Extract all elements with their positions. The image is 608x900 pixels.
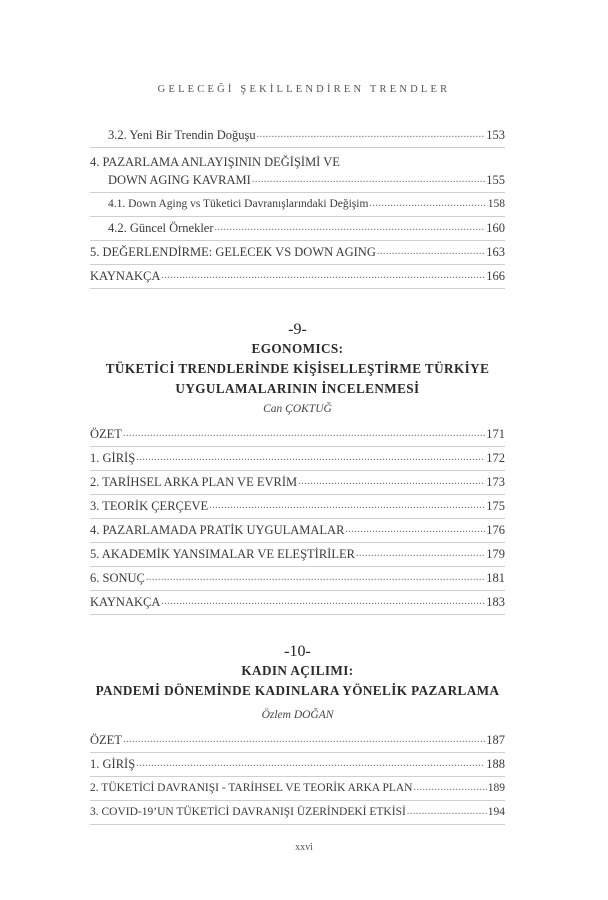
toc-entry-page: 187 [486, 733, 505, 747]
chapter-author: Can ÇOKTUĞ [263, 403, 332, 415]
toc-entry-label: 5. AKADEMİK YANSIMALAR VE ELEŞTİRİLER [90, 547, 355, 561]
toc-entry[interactable] [90, 753, 505, 777]
chapter-heading [90, 321, 505, 415]
toc-entry[interactable] [90, 265, 505, 289]
toc-entry-page: 172 [486, 451, 505, 465]
toc-entry-page: 155 [486, 173, 505, 187]
leader-dots [209, 498, 485, 514]
leader-dots [298, 474, 485, 490]
toc-entry-label: 5. DEĞERLENDİRME: GELECEK VS DOWN AGING [90, 245, 376, 259]
leader-dots [413, 780, 486, 796]
leader-dots [161, 268, 485, 284]
leader-dots [215, 220, 486, 236]
chapter-entries [90, 423, 505, 615]
leader-dots [377, 244, 485, 260]
toc-entry-page: 166 [486, 269, 505, 283]
toc-entry-label: 3.2. Yeni Bir Trendin Doğuşu [108, 128, 256, 142]
leader-dots [136, 450, 485, 466]
toc-entry[interactable] [90, 543, 505, 567]
toc-entry-page: 171 [486, 427, 505, 441]
toc-entry-label: 4. PAZARLAMA ANLAYIŞININ DEĞİŞİMİ VE [90, 155, 340, 169]
leader-dots [252, 172, 485, 188]
toc-entry[interactable] [90, 423, 505, 447]
leader-dots [257, 127, 486, 143]
toc-entry-page: 163 [486, 245, 505, 259]
toc-entry[interactable] [90, 447, 505, 471]
leader-dots [356, 546, 485, 562]
toc-entry-label: 6. SONUÇ [90, 571, 145, 585]
toc-entry[interactable] [90, 170, 505, 193]
toc-entry-label: KAYNAKÇA [90, 595, 161, 609]
toc-entry-page: 189 [487, 782, 505, 794]
toc-entry-page: 181 [486, 571, 505, 585]
page-number: xxvi [295, 842, 313, 853]
toc-entry-page: 179 [486, 547, 505, 561]
chapter-author: Özlem DOĞAN [261, 709, 334, 721]
leader-dots [136, 756, 485, 772]
toc-entry-page: 188 [486, 757, 505, 771]
toc-entry[interactable] [90, 124, 505, 148]
chapter-title: TÜKETİCİ TRENDLERİNDE KİŞİSELLEŞTİRME TÜRKİYE [105, 361, 490, 376]
toc-entry-page: 175 [486, 499, 505, 513]
toc-entry-label: 1. GİRİŞ [90, 451, 136, 465]
toc-entry-label: 3. TEORİK ÇERÇEVE [90, 499, 209, 513]
chapter-title: KADIN AÇILIMI: [241, 663, 354, 678]
toc-entry-label: 2. TÜKETİCİ DAVRANIŞI - TARİHSEL VE TEORİK ARKA PLAN [90, 782, 413, 794]
toc-entry[interactable] [90, 519, 505, 543]
toc-entry[interactable] [90, 777, 505, 801]
toc-entry-page: 194 [487, 806, 505, 818]
toc-entry[interactable] [90, 471, 505, 495]
leader-dots [123, 426, 485, 442]
chapter-number: -10- [284, 643, 311, 660]
toc-entry-label: 4.2. Güncel Örnekler [108, 221, 214, 235]
leader-dots [123, 732, 485, 748]
toc-entry-label: 2. TARİHSEL ARKA PLAN VE EVRİM [90, 475, 298, 489]
toc-entry-label: 4. PAZARLAMADA PRATİK UYGULAMALAR [90, 523, 345, 537]
toc-content [90, 124, 505, 825]
toc-entry-page: 158 [487, 198, 505, 210]
running-header: GELECEĞİ ŞEKİLLENDİREN TRENDLER [157, 84, 451, 95]
toc-entry[interactable] [90, 801, 505, 825]
chapter-title: PANDEMİ DÖNEMİNDE KADINLARA YÖNELİK PAZARLAMA [95, 683, 500, 698]
toc-entry-page: 160 [486, 221, 505, 235]
toc-entry[interactable] [90, 591, 505, 615]
toc-entry-label: DOWN AGING KAVRAMI [108, 173, 251, 187]
toc-entry[interactable] [90, 495, 505, 519]
toc-entry-page: 183 [486, 595, 505, 609]
leader-dots [146, 570, 485, 586]
toc-entry-line1[interactable] [90, 148, 505, 170]
toc-entry-page: 173 [486, 475, 505, 489]
toc-entry-page: 176 [486, 523, 505, 537]
toc-entry-label: 3. COVID-19’UN TÜKETİCİ DAVRANIŞI ÜZERİNDEKİ ETKİSİ [90, 806, 406, 818]
toc-entry-page: 153 [486, 128, 505, 142]
chapter-number: -9- [288, 321, 307, 338]
leader-dots [345, 522, 485, 538]
toc-entry-label: ÖZET [90, 427, 122, 441]
leader-dots [161, 594, 485, 610]
chapter-heading [90, 643, 505, 721]
toc-entry[interactable] [90, 217, 505, 241]
toc-entry[interactable] [90, 193, 505, 217]
leader-dots [407, 804, 487, 820]
chapter-entries [90, 729, 505, 825]
toc-entry[interactable] [90, 567, 505, 591]
toc-entry-label: KAYNAKÇA [90, 269, 161, 283]
toc-entry-label: 1. GİRİŞ [90, 757, 136, 771]
toc-entry-label: 4.1. Down Aging vs Tüketici Davranışlarındaki Değişim [108, 198, 369, 210]
toc-entry[interactable] [90, 241, 505, 265]
toc-entry[interactable] [90, 729, 505, 753]
leader-dots [369, 196, 486, 212]
chapter-title: EGONOMICS: [251, 341, 344, 356]
toc-entry-label: ÖZET [90, 733, 122, 747]
chapter-title: UYGULAMALARININ İNCELENMESİ [175, 381, 420, 396]
